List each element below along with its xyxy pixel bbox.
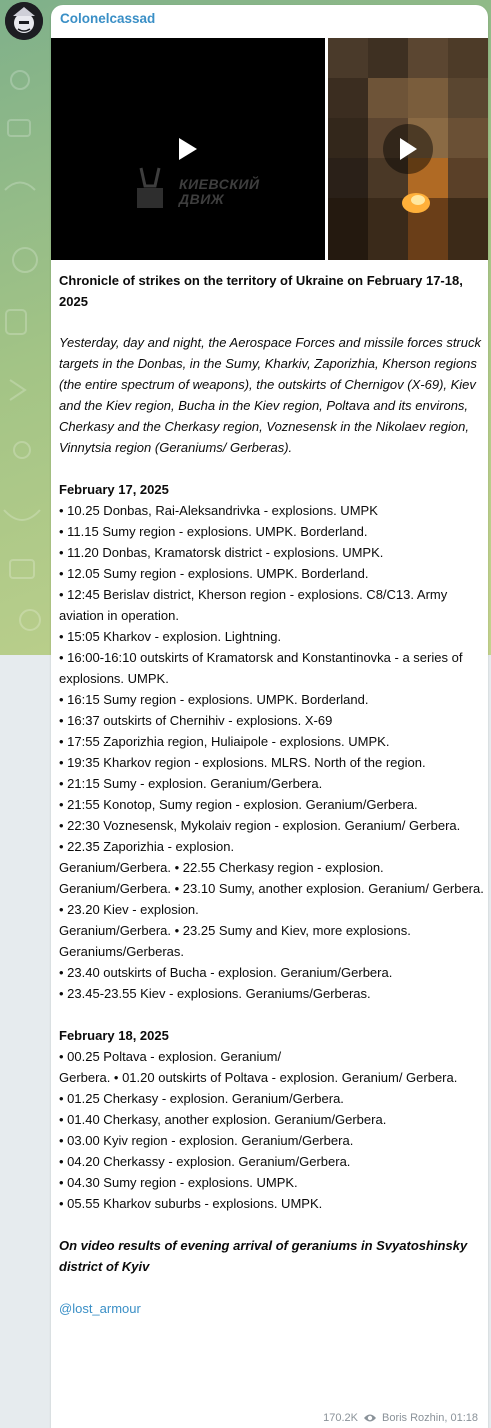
list-item: • 05.55 Kharkov suburbs - explosions. UMPK. — [59, 1196, 323, 1211]
play-button-right[interactable] — [383, 124, 433, 174]
list-item: Geranium/Gerbera. • 22.55 Cherkasy region - explosion. — [59, 860, 384, 875]
video-thumbnail-left[interactable] — [51, 38, 325, 260]
list-item: • 00.25 Poltava - explosion. Geranium/ — [59, 1049, 282, 1064]
channel-avatar[interactable] — [5, 2, 43, 40]
list-item: • 17:55 Zaporizhia region, Huliaipole - explosions. UMPK. — [59, 734, 390, 749]
list-item: • 19:35 Kharkov region - explosions. MLRS. North of the region. — [59, 755, 426, 770]
list-item: Gerbera. • 01.20 outskirts of Poltava - explosion. Geranium/ Gerbera. — [59, 1070, 458, 1085]
list-item: • 03.00 Kyiv region - explosion. Geranium/Gerbera. — [59, 1133, 354, 1148]
list-item: • 04.20 Cherkassy - explosion. Geranium/Gerbera. — [59, 1154, 351, 1169]
list-item: Geranium/Gerbera. • 23.10 Sumy, another explosion. Geranium/ Gerbera. — [59, 881, 484, 896]
list-item: • 23.20 Kiev - explosion. — [59, 902, 199, 917]
video-watermark — [179, 177, 260, 207]
list-item: • 12:45 Berislav district, Kherson region - explosions. C8/C13. Army aviation in operation. — [59, 587, 448, 623]
list-item: • 12.05 Sumy region - explosions. UMPK. Borderland. — [59, 566, 369, 581]
list-item: • 04.30 Sumy region - explosions. UMPK. — [59, 1175, 298, 1190]
view-count: 170.2K — [323, 1412, 358, 1424]
list-item: • 23.45-23.55 Kiev - explosions. Geraniums/Gerberas. — [59, 986, 371, 1001]
watermark-line2: ДВИЖ — [179, 191, 225, 207]
channel-name[interactable]: Colonelcassad — [60, 11, 156, 26]
day2-header: February 18, 2025 — [59, 1028, 169, 1043]
list-item: • 23.40 outskirts of Bucha - explosion. Geranium/Gerbera. — [59, 965, 393, 980]
list-item: • 16:15 Sumy region - explosions. UMPK. Borderland. — [59, 692, 369, 707]
list-item: • 01.40 Cherkasy, another explosion. Geranium/Gerbera. — [59, 1112, 387, 1127]
post-outro: On video results of evening arrival of geraniums in Svyatoshinsky district of Kyiv — [59, 1238, 468, 1274]
kiev-dvizh-logo-icon — [123, 166, 183, 214]
list-item: • 21:15 Sumy - explosion. Geranium/Gerbera. — [59, 776, 323, 791]
avatar-image — [5, 2, 43, 40]
list-item: • 15:05 Kharkov - explosion. Lightning. — [59, 629, 282, 644]
list-item: Geranium/Gerbera. • 23.25 Sumy and Kiev, more explosions. Geraniums/Gerberas. — [59, 923, 411, 959]
eye-icon — [363, 1413, 377, 1423]
day2-list — [59, 1046, 484, 1214]
list-item: • 11.20 Donbas, Kramatorsk district - explosions. UMPK. — [59, 545, 384, 560]
list-item: • 16:37 outskirts of Chernihiv - explosions. X-69 — [59, 713, 333, 728]
watermark-line1: КИЕВСКИЙ — [179, 176, 260, 192]
list-item: • 11.15 Sumy region - explosions. UMPK. Borderland. — [59, 524, 368, 539]
play-icon — [397, 137, 419, 161]
message-meta — [323, 1412, 478, 1424]
play-icon — [177, 137, 199, 161]
day1-header: February 17, 2025 — [59, 482, 169, 497]
list-item: • 21:55 Konotop, Sumy region - explosion. Geranium/Gerbera. — [59, 797, 418, 812]
message-bubble — [51, 5, 488, 1428]
author-time: Boris Rozhin, 01:18 — [382, 1412, 478, 1424]
list-item: • 10.25 Donbas, Rai-Aleksandrivka - explosions. UMPK — [59, 503, 378, 518]
day1-list — [59, 500, 484, 1004]
video-thumbnail-right[interactable] — [328, 38, 488, 260]
list-item: • 22:30 Voznesensk, Mykolaiv region - explosion. Geranium/ Gerbera. — [59, 818, 461, 833]
list-item: • 16:00-16:10 outskirts of Kramatorsk and Konstantinovka - a series of explosions. UMPK. — [59, 650, 463, 686]
list-item: • 22.35 Zaporizhia - explosion. — [59, 839, 235, 854]
post-title: Chronicle of strikes on the territory of Ukraine on February 17-18, 2025 — [59, 273, 463, 309]
message-text — [59, 270, 484, 1319]
source-link[interactable]: @lost_armour — [59, 1301, 141, 1316]
post-intro: Yesterday, day and night, the Aerospace Forces and missile forces struck targets in the Donbas, in the Sumy, Kharkiv, Zaporizhia, Kherson regions (the entire spectrum of weapons), the outskirts of Chernigov (X-69), Kiev and the Kiev region, Bucha in the Kiev region, Poltava and its environs, Cherkasy and the Cherkasy region, Voznesensk in the Nikolaev region, Vinnytsia region (Geraniums/ Gerberas). — [59, 335, 481, 455]
list-item: • 01.25 Cherkasy - explosion. Geranium/Gerbera. — [59, 1091, 344, 1106]
